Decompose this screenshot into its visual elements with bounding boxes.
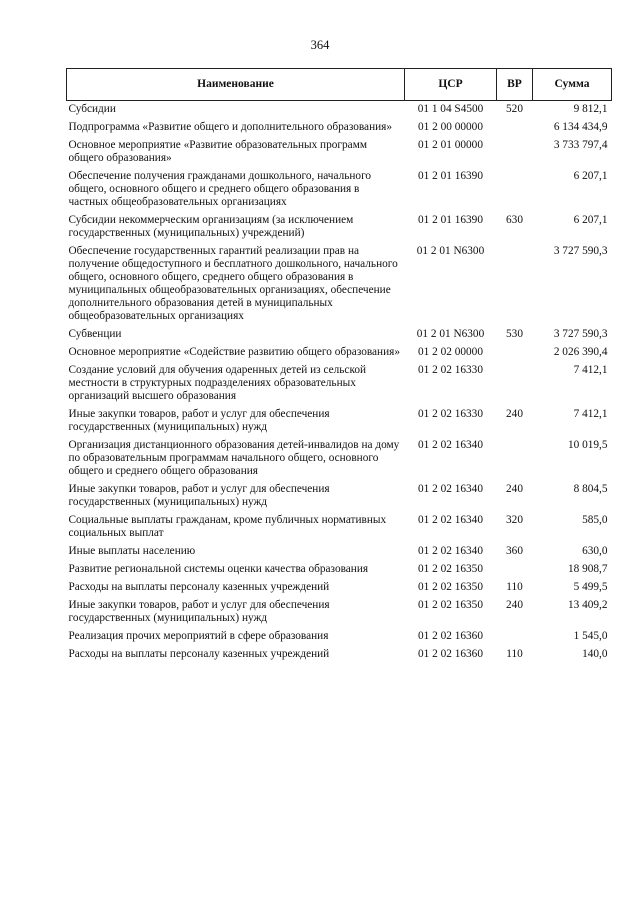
row-csr: 01 2 02 16330 xyxy=(418,364,483,376)
row-vr xyxy=(497,628,533,646)
table-row xyxy=(67,243,612,326)
table-row xyxy=(67,362,612,406)
table-row xyxy=(67,646,612,664)
table-row xyxy=(67,101,612,120)
row-csr: 01 2 02 16350 xyxy=(418,581,483,593)
row-vr xyxy=(497,344,533,362)
row-csr: 01 2 02 16340 xyxy=(418,514,483,526)
row-vr xyxy=(497,561,533,579)
row-name: Реализация прочих мероприятий в сфере образования xyxy=(68,630,329,642)
row-sum: 1 545,0 xyxy=(573,630,608,642)
header-row xyxy=(67,69,612,101)
page-number: 364 xyxy=(310,38,330,52)
row-sum: 10 019,5 xyxy=(567,439,608,451)
header-csr: ЦСР xyxy=(405,69,497,101)
row-csr: 01 2 02 16350 xyxy=(418,599,483,611)
row-name: Обеспечение государственных гарантий реализации прав на получение общедоступного и бесплатного дошкольного, начального общего, основного общего, среднего общего образования в муниципальных общеобразовательных организациях, обеспечение дополнительного образования детей в муниципальных общеобразовательных организациях xyxy=(68,245,398,322)
row-name: Расходы на выплаты персоналу казенных учреждений xyxy=(68,648,330,660)
row-sum: 630,0 xyxy=(582,545,608,557)
row-sum: 6 207,1 xyxy=(573,170,608,182)
row-vr: 110 xyxy=(506,581,523,593)
row-vr xyxy=(497,168,533,212)
table-row xyxy=(67,628,612,646)
row-name: Иные закупки товаров, работ и услуг для обеспечения государственных (муниципальных) нужд xyxy=(68,408,330,433)
row-csr: 01 2 02 16340 xyxy=(418,439,483,451)
row-name: Расходы на выплаты персоналу казенных учреждений xyxy=(68,581,330,593)
row-csr: 01 2 01 16390 xyxy=(418,214,483,226)
row-csr: 01 2 02 16340 xyxy=(418,483,483,495)
row-sum: 18 908,7 xyxy=(567,563,608,575)
row-sum: 3 727 590,3 xyxy=(553,328,608,340)
table-row xyxy=(67,212,612,243)
row-vr: 240 xyxy=(506,599,523,611)
row-sum: 3 733 797,4 xyxy=(553,139,608,151)
row-csr: 01 2 01 16390 xyxy=(418,170,483,182)
table-row xyxy=(67,561,612,579)
row-sum: 13 409,2 xyxy=(567,599,608,611)
table-row xyxy=(67,481,612,512)
row-csr: 01 2 02 00000 xyxy=(418,346,483,358)
row-vr: 360 xyxy=(506,545,523,557)
row-vr: 320 xyxy=(506,514,523,526)
row-sum: 9 812,1 xyxy=(573,103,608,115)
row-name: Основное мероприятие «Содействие развитию общего образования» xyxy=(68,346,400,358)
table-header xyxy=(67,69,612,101)
row-sum: 140,0 xyxy=(582,648,608,660)
row-csr: 01 2 02 16360 xyxy=(418,648,483,660)
row-sum: 7 412,1 xyxy=(573,408,608,420)
row-name: Создание условий для обучения одаренных детей из сельской местности в структурных подразделениях образовательных организаций высшего образования xyxy=(68,364,367,402)
row-csr: 01 2 00 00000 xyxy=(418,121,483,133)
row-vr xyxy=(497,437,533,481)
table-row xyxy=(67,137,612,168)
table-row xyxy=(67,406,612,437)
row-vr: 240 xyxy=(506,408,523,420)
row-sum: 6 134 434,9 xyxy=(553,121,608,133)
table-row xyxy=(67,543,612,561)
row-vr: 240 xyxy=(506,483,523,495)
row-csr: 01 2 01 N6300 xyxy=(416,328,485,340)
row-csr: 01 2 01 00000 xyxy=(418,139,483,151)
row-name: Подпрограмма «Развитие общего и дополнительного образования» xyxy=(68,121,393,133)
table-row xyxy=(67,597,612,628)
table-row xyxy=(67,168,612,212)
row-csr: 01 1 04 S4500 xyxy=(417,103,484,115)
row-vr xyxy=(497,362,533,406)
row-vr: 110 xyxy=(506,648,523,660)
table-row xyxy=(67,344,612,362)
row-vr xyxy=(497,243,533,326)
table-row xyxy=(67,579,612,597)
row-sum: 2 026 390,4 xyxy=(553,346,608,358)
table-row xyxy=(67,437,612,481)
header-sum: Сумма xyxy=(533,69,612,101)
header-name: Наименование xyxy=(67,69,405,101)
header-vr: ВР xyxy=(497,69,533,101)
row-vr xyxy=(497,119,533,137)
row-sum: 8 804,5 xyxy=(573,483,608,495)
row-sum: 5 499,5 xyxy=(573,581,608,593)
row-sum: 6 207,1 xyxy=(573,214,608,226)
row-csr: 01 2 02 16360 xyxy=(418,630,483,642)
row-name: Иные закупки товаров, работ и услуг для обеспечения государственных (муниципальных) нужд xyxy=(68,483,330,508)
row-sum: 7 412,1 xyxy=(573,364,608,376)
row-name: Субсидии xyxy=(68,103,116,115)
row-name: Субвенции xyxy=(68,328,122,340)
row-name: Обеспечение получения гражданами дошкольного, начального общего, основного общего и среднего общего образования в частных общеобразовательных организациях xyxy=(68,170,372,208)
row-csr: 01 2 02 16340 xyxy=(418,545,483,557)
table-row xyxy=(67,326,612,344)
table-row xyxy=(67,119,612,137)
row-name: Основное мероприятие «Развитие образовательных программ общего образования» xyxy=(68,139,367,164)
row-name: Иные выплаты населению xyxy=(68,545,196,557)
row-name: Развитие региональной системы оценки качества образования xyxy=(68,563,369,575)
row-vr: 630 xyxy=(506,214,523,226)
budget-table xyxy=(66,68,612,664)
row-sum: 585,0 xyxy=(582,514,608,526)
row-vr xyxy=(497,137,533,168)
row-csr: 01 2 01 N6300 xyxy=(416,245,485,257)
row-name: Иные закупки товаров, работ и услуг для обеспечения государственных (муниципальных) нужд xyxy=(68,599,330,624)
table-body xyxy=(67,101,612,665)
row-vr: 520 xyxy=(506,103,523,115)
row-name: Социальные выплаты гражданам, кроме публичных нормативных социальных выплат xyxy=(68,514,387,539)
row-name: Субсидии некоммерческим организациям (за исключением государственных (муниципальных) учреждений) xyxy=(68,214,354,239)
row-csr: 01 2 02 16350 xyxy=(418,563,483,575)
table-row xyxy=(67,512,612,543)
row-sum: 3 727 590,3 xyxy=(553,245,608,257)
row-name: Организация дистанционного образования детей-инвалидов на дому по образовательным программам начального общего, основного общего и среднего общего образования xyxy=(68,439,400,477)
row-csr: 01 2 02 16330 xyxy=(418,408,483,420)
row-vr: 530 xyxy=(506,328,523,340)
